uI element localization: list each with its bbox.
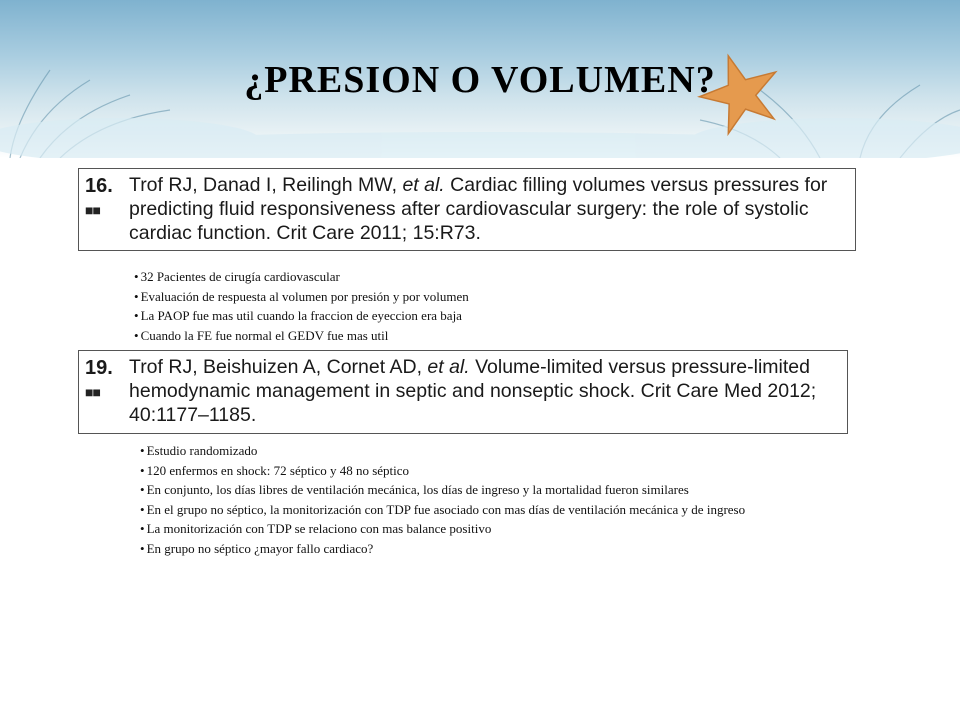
list-item: • Estudio randomizado bbox=[140, 441, 745, 461]
reference-number: 16. bbox=[85, 175, 113, 197]
reference-authors: Trof RJ, Danad I, Reilingh MW, bbox=[129, 174, 403, 196]
reference-number: 19. bbox=[85, 357, 113, 379]
reference-16 bbox=[78, 168, 856, 251]
study-1-bullet-list bbox=[134, 267, 469, 345]
reference-etal: et al. bbox=[402, 174, 445, 196]
list-item: • En el grupo no séptico, la monitorización con TDP fue asociado con mas días de ventilación mecánica y de ingreso bbox=[140, 500, 745, 520]
reference-title: Volume-limited versus pressure-limited hemodynamic management in septic and nonseptic shock. Crit Care Med 2012; 40:1177–1185. bbox=[129, 356, 817, 426]
list-item: • Cuando la FE fue normal el GEDV fue mas util bbox=[134, 326, 469, 346]
reference-19 bbox=[78, 350, 848, 434]
slide-title: ¿PRESION O VOLUMEN? bbox=[244, 59, 716, 101]
study-2-bullet-list bbox=[140, 441, 745, 558]
list-item: • En grupo no séptico ¿mayor fallo cardiaco? bbox=[140, 539, 745, 559]
reference-title: Cardiac filling volumes versus pressures for predicting fluid responsiveness after cardiovascular surgery: the role of systolic cardiac function. Crit Care 2011; 15:R73. bbox=[129, 174, 828, 244]
reference-authors: Trof RJ, Beishuizen A, Cornet AD, bbox=[129, 356, 428, 378]
reference-citation bbox=[129, 355, 841, 427]
list-item: • En conjunto, los días libres de ventilación mecánica, los días de ingreso y la mortalidad fueron similares bbox=[140, 480, 745, 500]
list-item: • 120 enfermos en shock: 72 séptico y 48 no séptico bbox=[140, 461, 745, 481]
reference-citation bbox=[129, 173, 849, 245]
reference-etal: et al. bbox=[427, 356, 470, 378]
list-item: • La monitorización con TDP se relaciono con mas balance positivo bbox=[140, 519, 745, 539]
list-item: • 32 Pacientes de cirugía cardiovascular bbox=[134, 267, 469, 287]
importance-mark: ■■ bbox=[85, 202, 100, 218]
list-item: • Evaluación de respuesta al volumen por presión y por volumen bbox=[134, 287, 469, 307]
importance-mark: ■■ bbox=[85, 384, 100, 400]
list-item: • La PAOP fue mas util cuando la fraccion de eyeccion era baja bbox=[134, 306, 469, 326]
